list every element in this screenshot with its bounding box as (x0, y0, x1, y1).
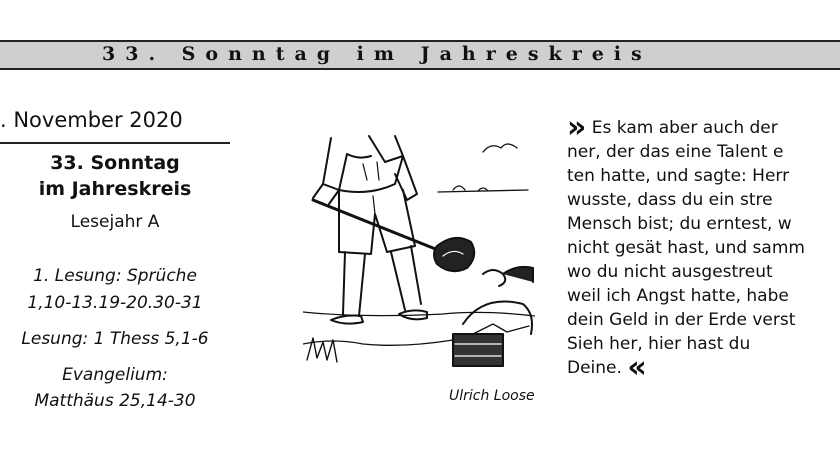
first-reading-ref: 1,10-13.19-20.30-31 (27, 293, 203, 313)
quote-line: nicht gesät hast, und samm (567, 238, 805, 258)
quote-line: Sieh her, hier hast du (567, 334, 751, 354)
quote-line: ner, der das eine Talent e (567, 142, 784, 162)
quote-line: » Es kam aber auch der (567, 110, 778, 145)
quote-line: weil ich Angst hatte, habe (567, 286, 789, 306)
divider-rule (0, 142, 230, 144)
second-reading: Lesung: 1 Thess 5,1-6 (21, 329, 209, 349)
quote-line: dein Geld in der Erde verst (567, 310, 796, 330)
quote-line: ten hatte, und sagte: Herr (567, 166, 790, 186)
quote-line: wusste, dass du ein stre (567, 190, 773, 210)
first-reading-label: 1. Lesung: Sprüche (33, 266, 197, 286)
sunday-title-line2: im Jahreskreis (38, 178, 192, 200)
open-quote-mark: » (567, 110, 587, 145)
gospel-quote (567, 110, 805, 385)
lesejahr-label: Lesejahr A (70, 212, 160, 232)
digging-man-illustration (303, 134, 535, 370)
sunday-title-line1: 33. Sonntag (50, 152, 180, 174)
gospel-label: Evangelium: (62, 365, 168, 385)
gospel-ref: Matthäus 25,14-30 (34, 391, 196, 411)
quote-line: Deine. « (567, 350, 647, 385)
quote-line: wo du nicht ausgestreut (567, 262, 773, 282)
close-quote-mark: « (627, 350, 647, 385)
quote-line: Mensch bist; du erntest, w (567, 214, 792, 234)
date-heading: . November 2020 (0, 108, 183, 132)
banner-title: 33. Sonntag im Jahreskreis (102, 43, 652, 65)
illustration-credit: Ulrich Loose (449, 388, 535, 404)
title-banner (0, 40, 840, 70)
